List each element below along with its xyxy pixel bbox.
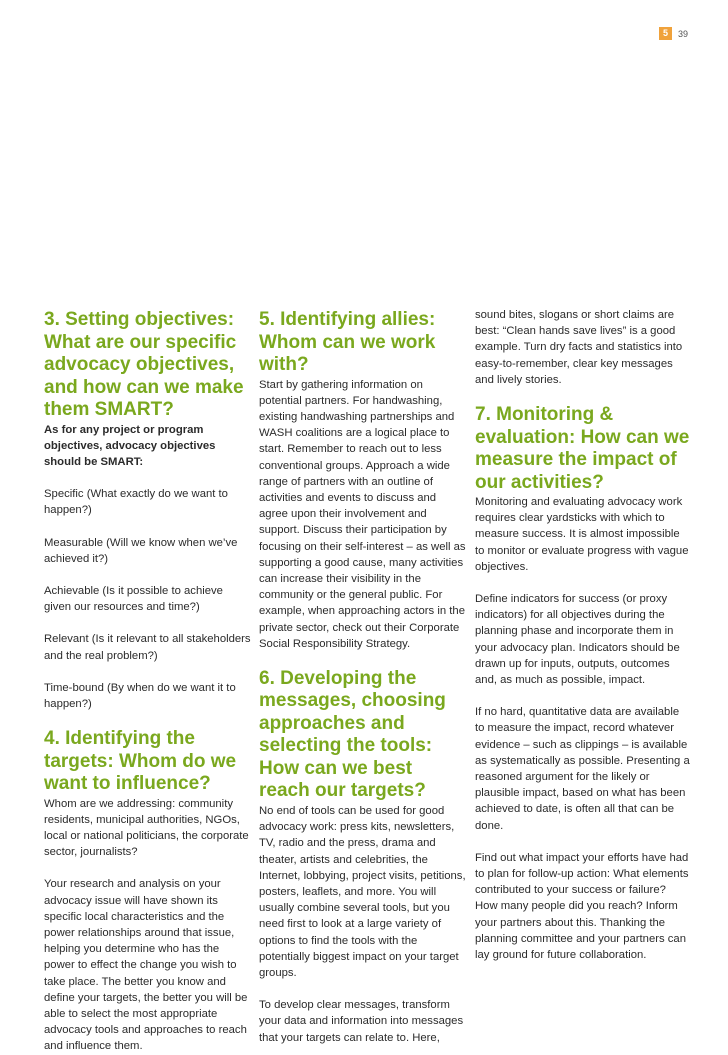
monitoring-paragraph-2: Define indicators for success (or proxy indicators) for all objectives during the planning phase and incorporate them in your advocacy plan. Indicators should be drawn up for inputs, outputs, outcomes and, as much as possible, impact. [475, 593, 680, 687]
smart-achievable: Achievable (Is it possible to achieve given our resources and time?) [44, 584, 223, 614]
smart-specific: Specific (What exactly do we want to happen?) [44, 488, 228, 517]
targets-paragraph-1: Whom are we addressing: community residents, municipal authorities, NGOs, local or national politicians, the corporate sector, journalists? [44, 797, 249, 859]
smart-measurable: Measurable (Will we know when we’ve achieved it?) [44, 536, 238, 565]
tools-paragraph-1: No end of tools can be used for good advocacy work: press kits, newsletters, TV, radio and the press, drama and theater, artists and celebrities, the Internet, lobbying, project visits, petitions, posters, leaflets, and more. You will usually combine several tools, but you need first to look at a large variety of options to find the tools with the potentially biggest impact on your target groups. [259, 804, 466, 979]
heading-setting-objectives: 3. Setting objectives: What are our specific advocacy objectives, and how can we make them SMART? [44, 309, 244, 420]
targets-paragraph-2: Your research and analysis on your advocacy issue will have shown its specific local characteristics and the power relationships around that issue, helping you determine who has the power to effect the change you wish to take place. The better you know and define your targets, the better you will be able to select the most appropriate advocacy tools and approaches to reach and influence them. [44, 878, 248, 1053]
monitoring-paragraph-1: Monitoring and evaluating advocacy work requires clear yardsticks with which to measure success. It is almost impossible to monitor or evaluate progress with vague objectives. [475, 496, 689, 573]
smart-intro: As for any project or program objectives, advocacy objectives should be SMART: [44, 423, 216, 468]
column-2 [259, 309, 467, 1046]
monitoring-paragraph-4: Find out what impact your efforts have had to plan for follow-up action: What elements contributed to your success or failure? How many people did you reach? Inform your partners about this. Thanking the planning committee and your partners can lay ground for future collaboration. [475, 851, 689, 962]
heading-identifying-allies: 5. Identifying allies: Whom can we work with? [259, 309, 436, 375]
page-number-text: 39 [677, 28, 688, 39]
section-badge: 5 [659, 27, 672, 40]
heading-developing-messages: 6. Developing the messages, choosing approaches and selecting the tools: How can we best reach our targets? [259, 667, 446, 802]
column-3 [475, 307, 690, 963]
column-1 [44, 309, 252, 1055]
smart-timebound: Time-bound (By when do we want it to happen?) [44, 681, 236, 710]
messages-continued: sound bites, slogans or short claims are best: “Clean hands save lives” is a good example. Turn dry facts and statistics into easy-to-remember, clear key messages and lively stories. [475, 309, 683, 386]
heading-identifying-targets: 4. Identifying the targets: Whom do we want to influence? [44, 728, 237, 795]
monitoring-paragraph-3: If no hard, quantitative data are available to measure the impact, record whatever evidence – such as clippings – is available as systematically as possible. Presenting a reasoned argument for the likely or plausible impact, based on what has been achieved to date, is often all that can be done. [475, 706, 690, 832]
page-number [659, 27, 688, 40]
allies-paragraph: Start by gathering information on potential partners. For handwashing, existing handwashing partnerships and WASH coalitions are a logical place to start. Remember to reach out to less conventional groups. Approach a wide range of partners with an outline of activities and events to discuss and agree upon their involvement and support. Discuss their participation by focusing on their self-interest – as well as supporting a good cause, many activities can increase their visibility in the community or the general public. For example, when approaching actors in the private sector, check out their Corporate Social Responsibility Strategy. [259, 378, 466, 650]
heading-monitoring-evaluation: 7. Monitoring & evaluation: How can we measure the impact of our activities? [475, 404, 690, 493]
tools-paragraph-2: To develop clear messages, transform your data and information into messages that your targets can relate to. Here, [259, 999, 464, 1044]
smart-relevant: Relevant (Is it relevant to all stakeholders and the real problem?) [44, 633, 251, 662]
